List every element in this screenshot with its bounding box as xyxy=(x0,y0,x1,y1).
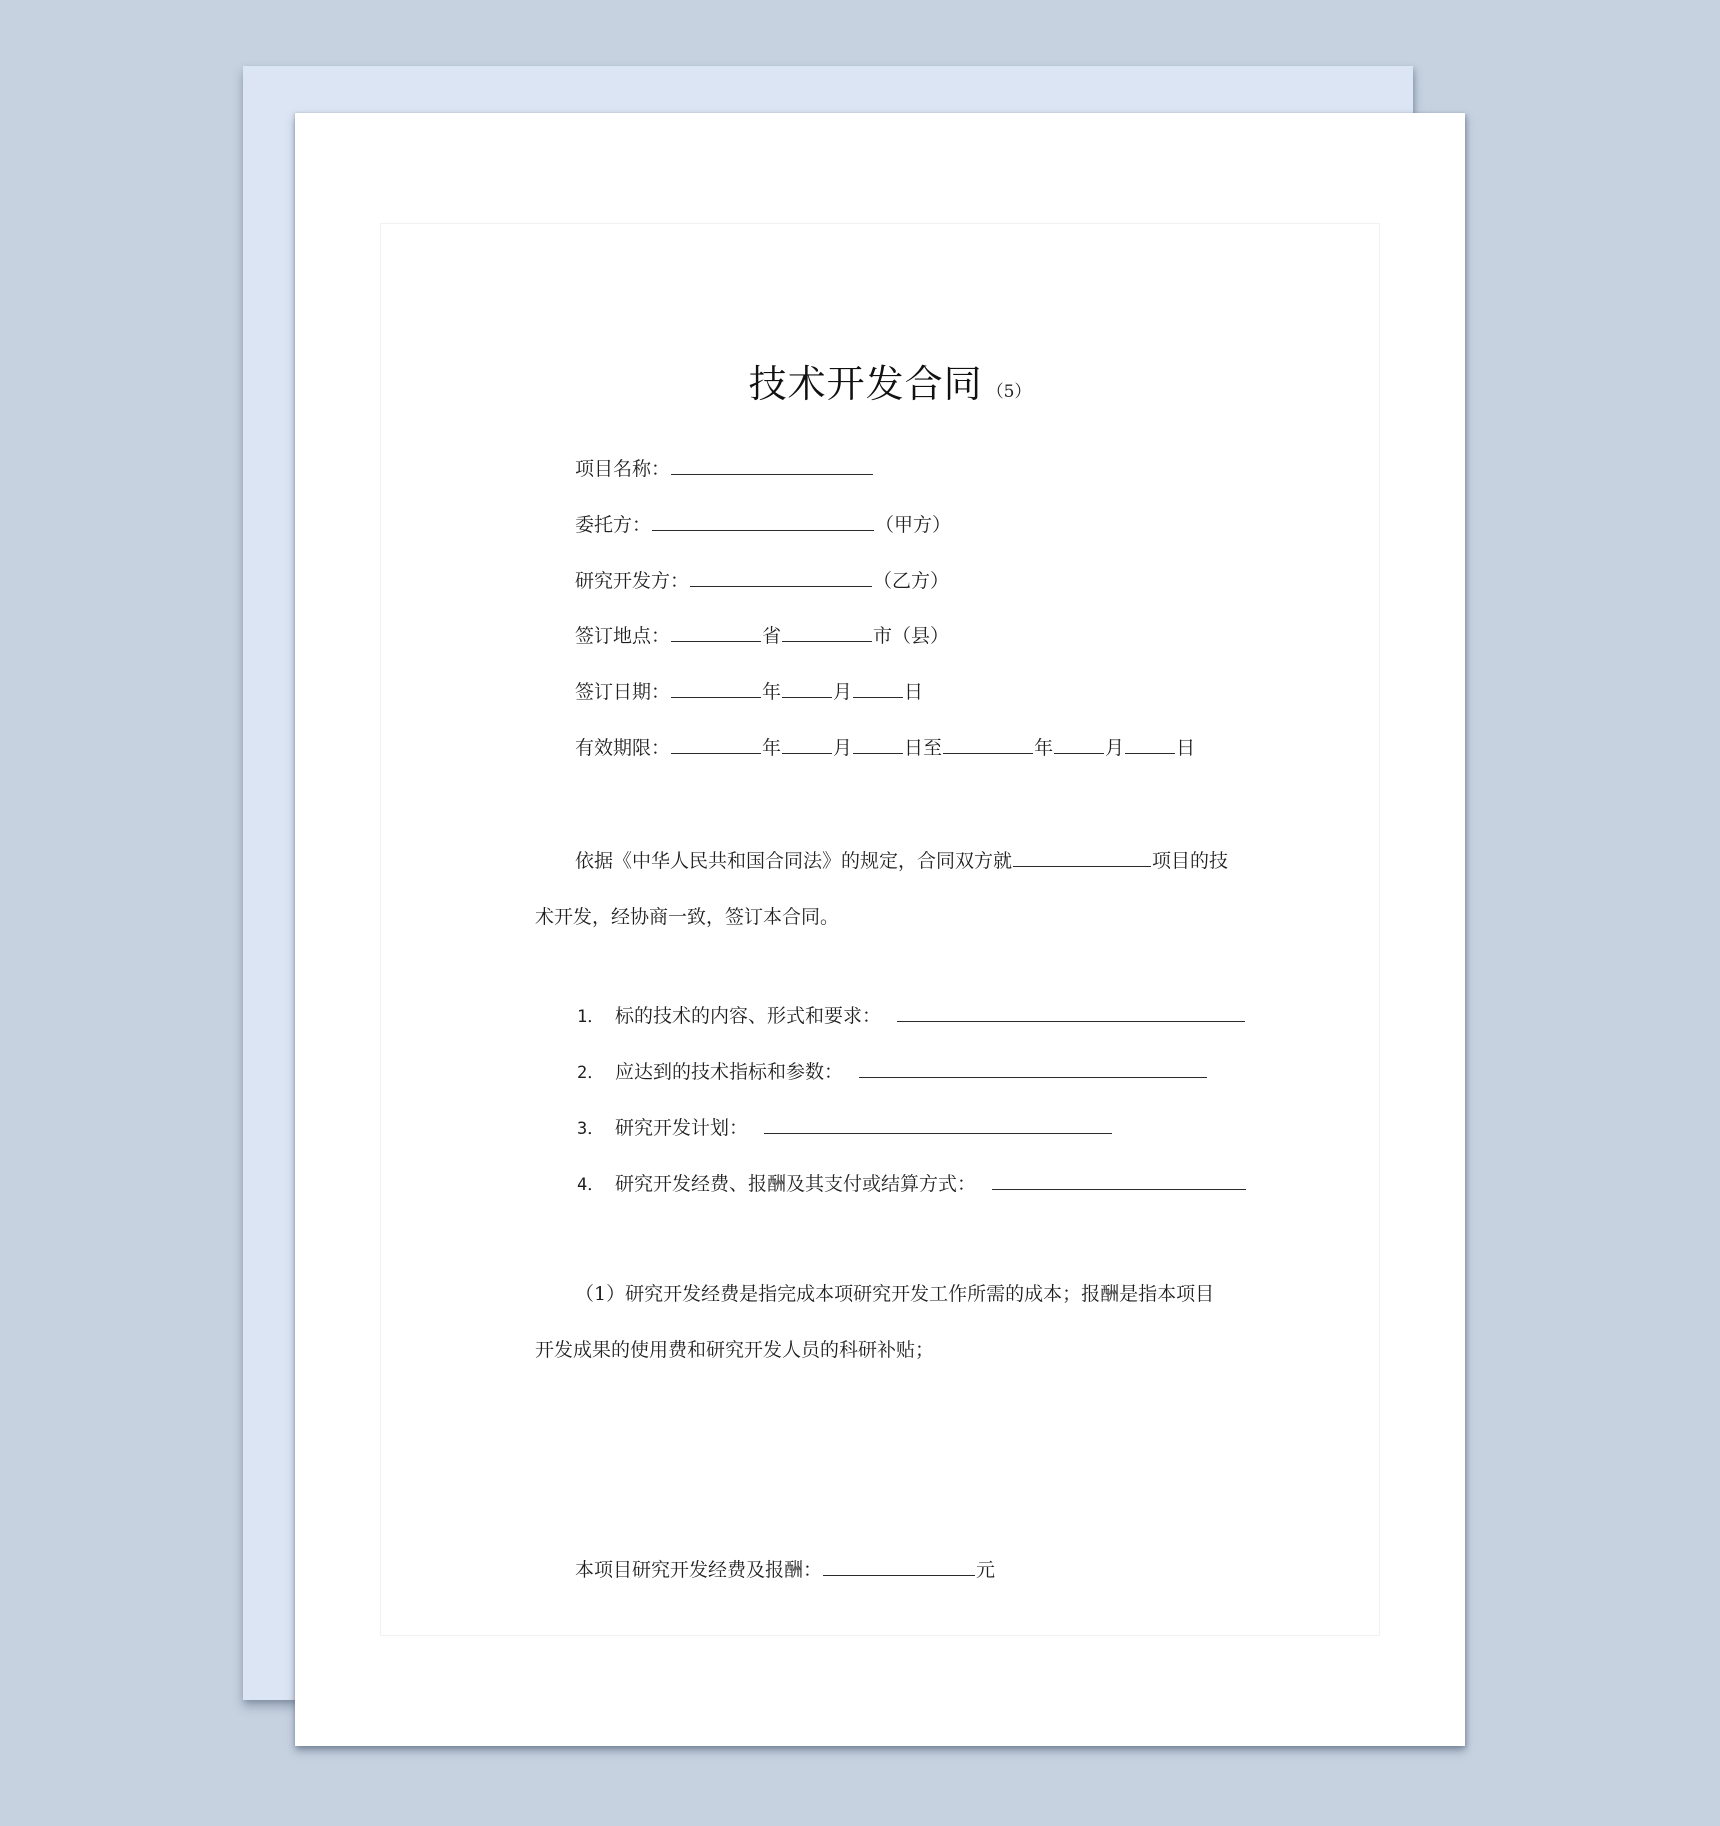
item-2 xyxy=(577,1057,1208,1084)
document-title-suffix: （5） xyxy=(986,382,1032,402)
document-content xyxy=(295,113,1465,1746)
field-client xyxy=(575,512,951,537)
note-line-1: （1）研究开发经费是指完成本项研究开发工作所需的成本；报酬是指本项目 xyxy=(575,1283,1215,1305)
project-name-blank[interactable] xyxy=(671,456,873,475)
start-day-blank[interactable] xyxy=(853,735,903,754)
intro-line-2: 术开发，经协商一致，签订本合同。 xyxy=(535,906,840,928)
field-sign-place xyxy=(575,623,949,648)
fee-blank[interactable] xyxy=(823,1557,975,1576)
item-4-blank[interactable] xyxy=(992,1171,1246,1190)
year-unit: 年 xyxy=(762,737,782,759)
item-label: 标的技术的内容、形式和要求： xyxy=(615,1005,882,1027)
item-number: 2． xyxy=(577,1063,605,1083)
sign-month-blank[interactable] xyxy=(782,679,832,698)
party-b-label: （乙方） xyxy=(873,570,950,592)
field-label: 有效期限： xyxy=(575,737,671,759)
intro-line-1 xyxy=(535,846,1228,873)
document-page xyxy=(295,113,1465,1746)
province-unit: 省 xyxy=(762,625,782,647)
end-month-blank[interactable] xyxy=(1054,735,1104,754)
field-fee xyxy=(575,1557,995,1582)
item-label: 研究开发经费、报酬及其支付或结算方式： xyxy=(615,1173,977,1195)
field-project-name xyxy=(575,456,874,481)
year-unit-2: 年 xyxy=(1034,737,1054,759)
start-year-blank[interactable] xyxy=(671,735,761,754)
sign-day-blank[interactable] xyxy=(853,679,903,698)
item-3 xyxy=(577,1113,1113,1140)
party-a-label: （甲方） xyxy=(875,514,952,536)
month-unit: 月 xyxy=(833,681,853,703)
item-number: 4． xyxy=(577,1175,605,1195)
city-blank[interactable] xyxy=(782,623,872,642)
field-label: 委托方： xyxy=(575,514,652,536)
day-to-label: 日至 xyxy=(904,737,943,759)
item-2-blank[interactable] xyxy=(859,1059,1207,1078)
field-label: 签订地点： xyxy=(575,625,671,647)
intro-text: 依据《中华人民共和国合同法》的规定，合同双方就 xyxy=(575,850,1013,872)
project-blank[interactable] xyxy=(1013,848,1151,867)
day-unit: 日 xyxy=(904,681,924,703)
province-blank[interactable] xyxy=(671,623,761,642)
item-1-blank[interactable] xyxy=(897,1003,1245,1022)
note-line-2: 开发成果的使用费和研究开发人员的科研补贴； xyxy=(535,1339,935,1361)
client-blank[interactable] xyxy=(652,512,874,531)
item-3-blank[interactable] xyxy=(764,1115,1112,1134)
field-sign-date xyxy=(575,679,923,704)
item-1 xyxy=(577,1001,1246,1028)
item-4 xyxy=(577,1169,1247,1196)
currency-unit: 元 xyxy=(976,1559,996,1581)
end-year-blank[interactable] xyxy=(943,735,1033,754)
field-label: 研究开发方： xyxy=(575,570,690,592)
item-label: 研究开发计划： xyxy=(615,1117,749,1139)
month-unit-2: 月 xyxy=(1105,737,1125,759)
day-unit-2: 日 xyxy=(1176,737,1196,759)
field-label: 本项目研究开发经费及报酬： xyxy=(575,1559,823,1581)
intro-text-suffix: 项目的技 xyxy=(1152,850,1229,872)
title-block xyxy=(295,353,1465,408)
field-validity xyxy=(575,735,1195,760)
item-number: 1． xyxy=(577,1007,605,1027)
year-unit: 年 xyxy=(762,681,782,703)
developer-blank[interactable] xyxy=(690,568,872,587)
end-day-blank[interactable] xyxy=(1125,735,1175,754)
item-number: 3． xyxy=(577,1119,605,1139)
field-label: 签订日期： xyxy=(575,681,671,703)
start-month-blank[interactable] xyxy=(782,735,832,754)
city-unit: 市（县） xyxy=(873,625,950,647)
sign-year-blank[interactable] xyxy=(671,679,761,698)
month-unit: 月 xyxy=(833,737,853,759)
document-title: 技术开发合同 xyxy=(748,362,983,406)
field-developer xyxy=(575,568,949,593)
item-label: 应达到的技术指标和参数： xyxy=(615,1061,844,1083)
field-label: 项目名称： xyxy=(575,458,671,480)
